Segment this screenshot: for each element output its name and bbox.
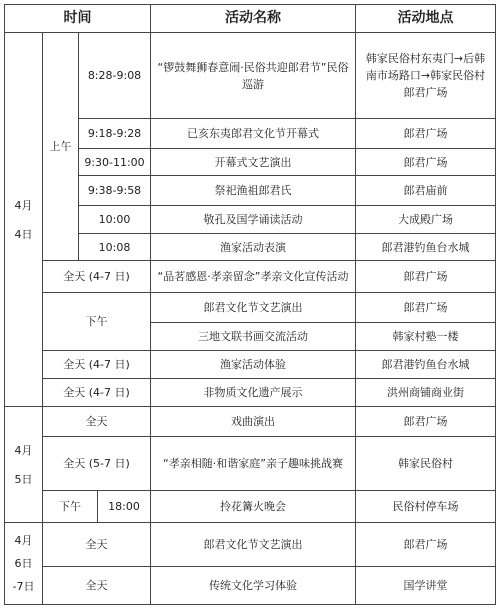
activity-name-cell: 戏曲演出 (231, 415, 275, 428)
activity-place-cell: 韩家民俗村东夷门→后韩南市场路口→韩家民俗村郎君广场 (365, 52, 486, 99)
date-day: 5日 (14, 472, 33, 486)
activity-place-cell: 郎君广场 (403, 155, 448, 169)
activity-name-cell: 非物质文化遗产展示 (203, 386, 303, 399)
date-april-4 (5, 33, 42, 406)
header-activity-place: 活动地点 (397, 10, 454, 26)
date-month: 4月 (14, 534, 33, 547)
time-cell: 全天 (5-7 日) (63, 457, 130, 470)
activity-name-cell: 郎君文化节文艺演出 (203, 301, 303, 314)
date-month: 4月 (14, 198, 33, 212)
activity-place-cell: 郎君广场 (403, 270, 448, 283)
period-morning: 上午 (49, 140, 72, 153)
time-cell: 全天 (85, 538, 108, 551)
time-cell: 10:08 (98, 240, 131, 254)
activity-name-cell: 祭祀渔祖郎君氏 (214, 184, 292, 197)
activity-place-cell: 郎君庙前 (403, 184, 448, 197)
activity-name-cell: 开幕式文艺演出 (214, 155, 292, 169)
activity-place-cell: 郎君广场 (403, 415, 448, 428)
time-cell: 全天 (4-7 日) (63, 270, 130, 283)
activity-place-cell: 郎君广场 (403, 127, 448, 140)
activity-name-cell: 拎花篝火晚会 (220, 500, 286, 513)
time-cell: 全天 (85, 415, 108, 428)
table-border-right (495, 4, 496, 605)
date-day: 6日 (14, 557, 33, 570)
activity-place-cell: 韩家村塾一楼 (392, 330, 459, 343)
activity-place-cell: 洪州商铺商业街 (387, 386, 464, 399)
time-cell: 全天 (85, 579, 108, 592)
activity-place-cell: 民俗村停车场 (392, 500, 459, 513)
activity-place-cell: 大成殿广场 (398, 213, 453, 226)
time-cell: 9:18-9:28 (87, 127, 142, 140)
activity-name-cell: 已亥东夷郎君文化节开幕式 (187, 127, 319, 140)
activity-name-cell: 敬孔及国学诵读活动 (203, 213, 303, 226)
date-april-5 (5, 407, 42, 522)
activity-name-cell: 渔家活动体验 (220, 358, 286, 371)
period-afternoon: 下午 (85, 315, 108, 328)
activity-name-cell: “锣鼓舞狮春意闹·民俗共迎郎君节”民俗巡游 (157, 60, 349, 91)
time-cell: 9:38-9:58 (87, 184, 142, 197)
time-cell: 10:00 (98, 213, 131, 226)
time-cell: 全天 (4-7 日) (63, 386, 130, 399)
activity-name-cell: 郎君文化节文艺演出 (203, 538, 303, 551)
activity-name-cell: 三地文联书画交流活动 (198, 330, 308, 343)
activity-name-cell: 渔家活动表演 (220, 240, 286, 254)
time-cell: 9:30-11:00 (84, 155, 145, 169)
time-cell: 全天 (4-7 日) (63, 358, 130, 371)
time-cell: 18:00 (108, 500, 140, 513)
date-range: -7日 (12, 580, 35, 593)
activity-place-cell: 郎君港钓鱼台水城 (381, 358, 470, 371)
activity-place-cell: 郎君港钓鱼台水城 (381, 240, 470, 254)
time-cell: 8:28-9:08 (87, 69, 142, 82)
activity-place-cell: 国学讲堂 (403, 579, 448, 592)
activity-place-cell: 郎君广场 (403, 538, 448, 551)
activity-name-cell: 传统文化学习体验 (209, 579, 297, 592)
date-day: 4日 (14, 227, 33, 241)
period-afternoon: 下午 (59, 500, 81, 513)
date-april-6-7 (5, 523, 42, 604)
date-month: 4月 (14, 443, 33, 457)
activity-place-cell: 郎君广场 (403, 301, 448, 314)
header-activity-name: 活动名称 (225, 10, 281, 26)
activity-place-cell: 韩家民俗村 (398, 457, 453, 470)
table-border-bottom (4, 604, 496, 605)
activity-name-cell: “孝亲相随·和谐家庭”亲子趣味挑战赛 (163, 457, 343, 470)
header-time: 时间 (63, 10, 92, 26)
activity-name-cell: “品茗感恩·孝亲留念”孝亲文化宣传活动 (157, 270, 349, 283)
